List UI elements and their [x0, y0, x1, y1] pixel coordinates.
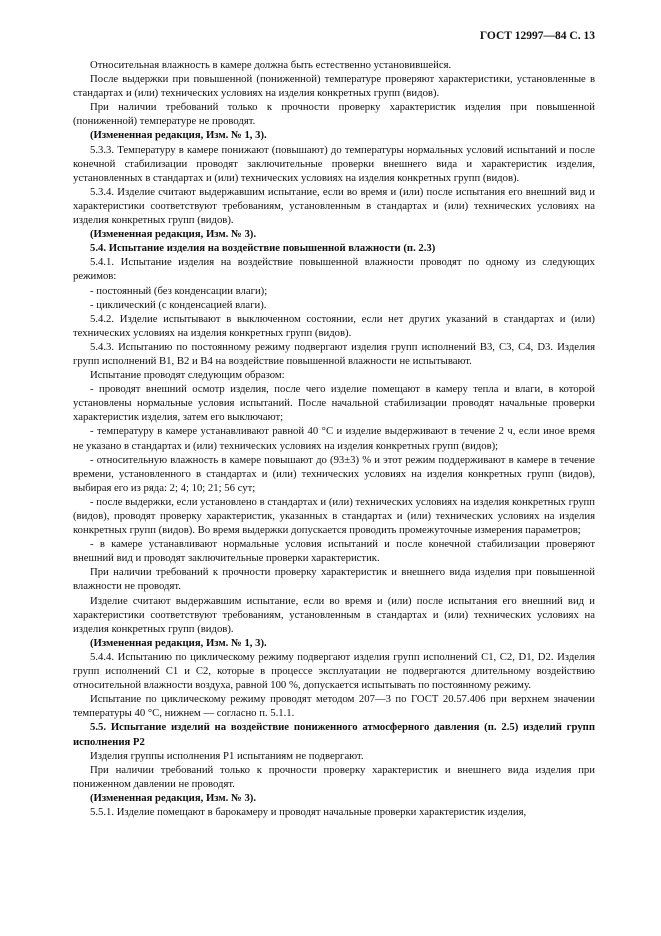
amendment-note: (Измененная редакция, Изм. № 1, 3).	[90, 636, 267, 649]
amendment-note: (Измененная редакция, Изм. № 3).	[90, 228, 257, 241]
list-item: - относительную влажность в камере повышают до (93±3) % и этот режим поддерживают в камере в течение времени, установленного в стандартах и (или) технических условиях на изделия конкретных групп (видов), выбирая его из ряда: 2; 4; 10; 21; 56 сут;	[73, 453, 595, 494]
paragraph: После выдержки при повышенной (пониженной) температуре проверяют характеристики, установленные в стандартах и (или) технических условиях на изделия конкретных групп (видов).	[73, 73, 595, 100]
paragraph: При наличии требований только к прочности проверку характеристик и внешнего вида изделия при пониженном давлении не проводят.	[73, 763, 595, 790]
list-item: - проводят внешний осмотр изделия, после чего изделие помещают в камеру тепла и влаги, в которой установлены нормальные условия испытаний. После начальной стабилизации проводят начальные проверки характеристик изделия, затем его выключают;	[73, 383, 595, 424]
paragraph: 5.3.4. Изделие считают выдержавшим испытание, если во время и (или) после испытания его внешний вид и характеристики соответствуют требованиям, установленным в стандартах и (или) технических условиях на изделия конкретных групп (видов).	[73, 185, 595, 227]
section-heading: 5.5. Испытание изделий на воздействие пониженного атмосферного давления (п. 2.5) изделий групп исполнения Р2	[73, 721, 595, 748]
paragraph: Испытание проводят следующим образом:	[90, 369, 285, 382]
paragraph: 5.5.1. Изделие помещают в барокамеру и проводят начальные проверки характеристик изделия,	[90, 805, 527, 818]
amendment-note: (Измененная редакция, Изм. № 3).	[90, 791, 257, 804]
body-text	[73, 58, 595, 819]
list-item: - после выдержки, если установлено в стандартах и (или) технических условиях на изделия конкретных групп (видов), проводят проверку характеристик, указанных в стандартах и (или) технических условиях на изделия конкретных групп (видов). Во время выдержки допускается проводить промежуточные измерения параметров;	[73, 495, 595, 537]
paragraph: 5.4.2. Изделие испытывают в выключенном состоянии, если нет других указаний в стандартах и (или) технических условиях на изделия конкретных групп (видов).	[73, 312, 595, 339]
paragraph: При наличии требований только к прочности проверку характеристик изделия при повышенной (пониженной) температуре не проводят.	[73, 101, 595, 128]
paragraph: 5.3.3. Температуру в камере понижают (повышают) до температуры нормальных условий испытаний и после конечной стабилизации проводят заключительные проверки внешнего вида и характеристик изделия, установленных в стандартах и (или) технических условиях на изделия конкретных групп (видов).	[73, 143, 595, 184]
paragraph: Испытание по циклическому режиму проводят методом 207—3 по ГОСТ 20.57.406 при верхнем значении температуры 40 °С, нижнем — согласно п. 5.1.1.	[73, 693, 595, 720]
running-header: ГОСТ 12997—84 С. 13	[479, 30, 595, 42]
paragraph: 5.4.1. Испытание изделия на воздействие повышенной влажности проводят по одному из следующих режимов:	[73, 256, 595, 283]
paragraph: Изделие считают выдержавшим испытание, если во время и (или) после испытания его внешний вид и характеристики соответствуют требованиям, установленным в стандартах и (или) технических условиях на изделия конкретных групп (видов).	[73, 594, 595, 635]
list-item: - в камере устанавливают нормальные условия испытаний и после конечной стабилизации проверяют внешний вид и проводят заключительные проверки характеристик.	[73, 538, 595, 565]
amendment-note: (Измененная редакция, Изм. № 1, 3).	[90, 129, 267, 142]
section-heading: 5.4. Испытание изделия на воздействие повышенной влажности (п. 2.3)	[90, 242, 436, 255]
paragraph: Относительная влажность в камере должна быть естественно установившейся.	[90, 59, 452, 71]
list-item: - циклический (с конденсацией влаги).	[90, 298, 267, 311]
list-item: - температуру в камере устанавливают равной 40 °С и изделие выдерживают в течение 2 ч, если иное время не указано в стандартах и (или) технических условиях на изделия конкретных групп (видов);	[73, 425, 595, 452]
paragraph: 5.4.4. Испытанию по циклическому режиму подвергают изделия групп исполнений С1, С2, D1, D2. Изделия групп исполнений С1 и С2, которые в процессе эксплуатации не подвергаются длительному воздействию относительной влажности воздуха, равной 100 %, допускается испытывать по постоянному режиму.	[73, 650, 595, 692]
paragraph: Изделия группы исполнения Р1 испытаниям не подвергают.	[90, 749, 364, 762]
paragraph: При наличии требований к прочности проверку характеристик и внешнего вида изделия при повышенной влажности не проводят.	[73, 566, 595, 593]
list-item: - постоянный (без конденсации влаги);	[90, 284, 268, 297]
paragraph: 5.4.3. Испытанию по постоянному режиму подвергают изделия групп исполнений В3, С3, С4, D3. Изделия групп исполнений В1, В2 и В4 на воздействие повышенной влажности не испытывают.	[73, 340, 595, 367]
